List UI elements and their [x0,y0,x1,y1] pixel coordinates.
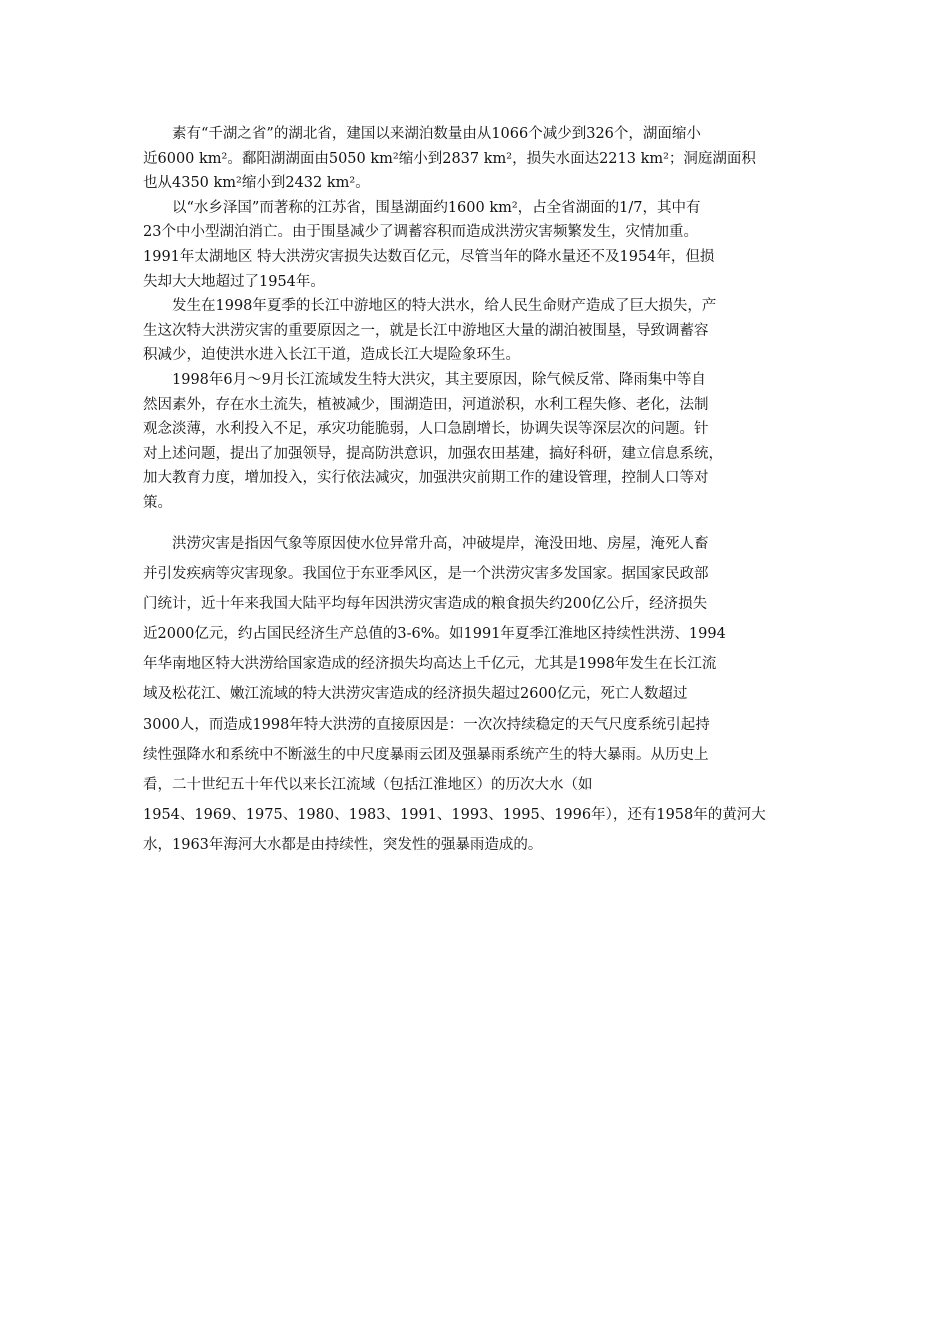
text-line: 年华南地区特大洪涝给国家造成的经济损失均高达上千亿元，尤其是1998年发生在长江流 [143,656,717,673]
paragraph-1998-yangtze-flood [143,294,807,368]
text-line: 近6000 km²。鄱阳湖湖面由5050 km²缩小到2837 km²，损失水面达2213 km²；洞庭湖面积 [143,150,756,167]
text-line: 23个中小型湖泊消亡。由于围垦减少了调蓄容积而造成洪涝灾害频繁发生，灾情加重。 [143,224,698,241]
text-section-lake-reclamation [143,122,807,516]
paragraph-hubei-lakes [143,122,807,196]
text-line: 对上述问题，提出了加强领导，提高防洪意识，加强农田基建，搞好科研，建立信息系统， [143,445,723,462]
text-line: 积减少，迫使洪水进入长江干道，造成长江大堤险象环生。 [143,347,520,364]
text-line: 素有“千湖之省”的湖北省，建国以来湖泊数量由从1066个减少到326个，湖面缩小 [172,126,701,142]
text-line: 近2000亿元，约占国民经济生产总值的3-6%。如1991年夏季江淮地区持续性洪涝、1994 [143,626,726,643]
text-line: 1998年6月～9月长江流域发生特大洪灾，其主要原因，除气候反常、降雨集中等自 [172,371,706,388]
text-line: 门统计，近十年来我国大陆平均每年因洪涝灾害造成的粮食损失约200亿公斤，经济损失 [143,596,708,613]
text-line: 加大教育力度，增加投入，实行依法减灾，加强洪灾前期工作的建设管理，控制人口等对 [143,470,709,487]
paragraph-flood-definition [143,529,807,860]
text-line: 发生在1998年夏季的长江中游地区的特大洪水，给人民生命财产造成了巨大损失，产 [172,298,717,315]
text-line: 看，二十世纪五十年代以来长江流域（包括江淮地区）的历次大水（如 [143,776,593,793]
paragraph-flood-causes-measures [143,368,807,516]
text-line: 也从4350 km²缩小到2432 km²。 [143,175,370,192]
text-line: 洪涝灾害是指因气象等原因使水位异常升高，冲破堤岸，淹没田地、房屋，淹死人畜 [172,536,709,552]
text-line: 生这次特大洪涝灾害的重要原因之一，就是长江中游地区大量的湖泊被围垦，导致调蓄容 [143,322,709,339]
text-line: 域及松花江、嫩江流域的特大洪涝灾害造成的经济损失超过2600亿元，死亡人数超过 [143,686,688,703]
text-line: 1991年太湖地区 特大洪涝灾害损失达数百亿元，尽管当年的降水量还不及1954年，但损 [143,248,715,265]
text-line: 然因素外，存在水土流失，植被减少，围湖造田，河道淤积，水利工程失修、老化，法制 [143,396,709,413]
text-line: 续性强降水和系统中不断滋生的中尺度暴雨云团及强暴雨系统产生的特大暴雨。从历史上 [143,746,709,763]
paragraph-jiangsu-lakes [143,196,807,294]
text-line: 以“水乡泽国”而著称的江苏省，围垦湖面约1600 km²，占全省湖面的1/7，其中有 [172,199,701,216]
text-line: 失却大大地超过了1954年。 [143,273,325,290]
text-line: 水，1963年海河大水都是由持续性，突发性的强暴雨造成的。 [143,836,543,853]
text-line: 策。 [143,494,172,511]
text-line: 3000人，而造成1998年特大洪涝的直接原因是：一次次持续稳定的天气尺度系统引起持 [143,716,710,733]
text-section-flood-disasters [143,529,807,860]
text-line: 并引发疾病等灾害现象。我国位于东亚季风区，是一个洪涝灾害多发国家。据国家民政部 [143,566,709,583]
text-line: 观念淡薄，水利投入不足，承灾功能脆弱，人口急剧增长，协调失误等深层次的问题。针 [143,421,709,438]
text-line: 1954、1969、1975、1980、1983、1991、1993、1995、1996年），还有1958年的黄河大 [143,806,766,823]
